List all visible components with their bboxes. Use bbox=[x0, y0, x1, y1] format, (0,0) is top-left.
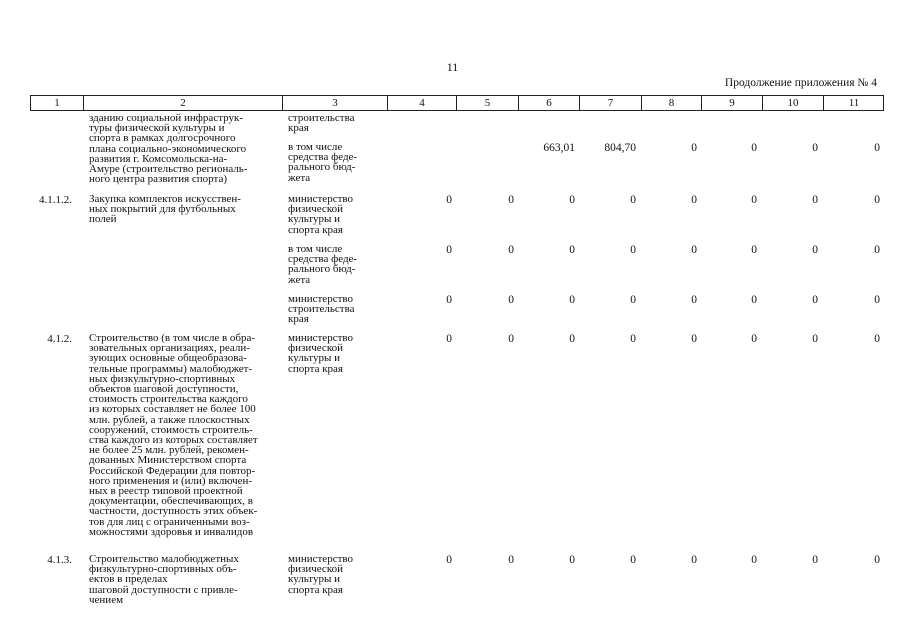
value-cell: 0 bbox=[874, 554, 880, 566]
value-cell: 0 bbox=[446, 554, 452, 566]
row-executor: министерство физической культуры и спорта края bbox=[288, 332, 354, 375]
page-number: 11 bbox=[446, 60, 459, 74]
value-cell: 0 bbox=[874, 333, 880, 345]
value-cell: 0 bbox=[812, 194, 818, 206]
row-executor: министерство физической культуры и спорта края bbox=[288, 193, 354, 236]
value-cell: 0 bbox=[446, 333, 452, 345]
value-cell: 663,01 bbox=[543, 142, 575, 154]
value-cell: 0 bbox=[691, 333, 697, 345]
value-cell: 0 bbox=[691, 554, 697, 566]
value-cell: 0 bbox=[812, 294, 818, 306]
row-name: Строительство малобюджетных физкультурно-спортивных объ- ектов в пределах шаговой доступности с привле- чением bbox=[89, 553, 239, 606]
row-name: Строительство (в том числе в обра- зовательных организациях, реали- зующих основные общеобразова- тельные программы) малобюджет- ных физкультурно-спортивных объектов шаговой доступности, стоимость строительства каждого из которых составляет не более 100 млн. рублей, а также плоскостных сооружений, стоимость строитель- ства каждого из которых составляет не более 25 млн. рублей, рекомен- дованных Министерством спорта Российской Федерации для повтор- ного применения и (или) включен- ных в реестр типовой проектной документации, обеспечивающих, в частности, доступность этих объек- тов для лиц с ограниченными воз- можностями здоровья и инвалидов bbox=[89, 332, 258, 538]
value-cell: 0 bbox=[630, 333, 636, 345]
value-cell: 0 bbox=[812, 142, 818, 154]
value-cell: 0 bbox=[508, 333, 514, 345]
row-code: 4.1.1.2. bbox=[39, 194, 72, 206]
column-header-11: 11 bbox=[848, 97, 860, 109]
value-cell: 0 bbox=[446, 244, 452, 256]
value-cell: 0 bbox=[812, 554, 818, 566]
row-name: зданию социальной инфраструк- туры физической культуры и спорта в рамках долгосрочного плана социально-экономического развития г. Комсомольска-на- Амуре (строительство региональ- ного центра развития спорта) bbox=[89, 112, 248, 186]
appendix-label: Продолжение приложения № 4 bbox=[724, 77, 877, 89]
column-header-6: 6 bbox=[519, 96, 580, 110]
row-executor: министерство строительства края bbox=[288, 293, 355, 326]
value-cell: 0 bbox=[874, 294, 880, 306]
value-cell: 0 bbox=[508, 194, 514, 206]
value-cell: 0 bbox=[751, 244, 757, 256]
value-cell: 0 bbox=[569, 294, 575, 306]
row-executor: в том числе средства феде- рального бюд- жета bbox=[288, 141, 358, 184]
value-cell: 0 bbox=[874, 244, 880, 256]
column-header-2: 2 bbox=[84, 96, 283, 110]
row-name: Закупка комплектов искусствен- ных покрытий для футбольных полей bbox=[89, 193, 241, 226]
row-executor: строительства края bbox=[288, 112, 355, 135]
value-cell: 0 bbox=[569, 333, 575, 345]
value-cell: 0 bbox=[630, 194, 636, 206]
row-executor: министерство физической культуры и спорта края bbox=[288, 553, 354, 596]
column-header-7: 7 bbox=[580, 96, 642, 110]
value-cell: 0 bbox=[691, 142, 697, 154]
column-header-1: 1 bbox=[31, 96, 84, 110]
value-cell: 0 bbox=[751, 333, 757, 345]
value-cell: 0 bbox=[630, 554, 636, 566]
table-header-row bbox=[30, 95, 884, 111]
value-cell: 0 bbox=[751, 194, 757, 206]
value-cell: 0 bbox=[508, 244, 514, 256]
column-header-9: 9 bbox=[702, 96, 763, 110]
value-cell: 0 bbox=[630, 294, 636, 306]
value-cell: 0 bbox=[630, 244, 636, 256]
value-cell: 0 bbox=[446, 294, 452, 306]
value-cell: 0 bbox=[812, 244, 818, 256]
value-cell: 0 bbox=[751, 554, 757, 566]
value-cell: 0 bbox=[691, 294, 697, 306]
value-cell: 0 bbox=[569, 554, 575, 566]
value-cell: 0 bbox=[691, 194, 697, 206]
value-cell: 0 bbox=[569, 244, 575, 256]
column-header-3: 3 bbox=[283, 96, 388, 110]
column-header-5: 5 bbox=[457, 96, 519, 110]
row-code: 4.1.2. bbox=[47, 333, 72, 345]
value-cell: 0 bbox=[874, 194, 880, 206]
value-cell: 0 bbox=[691, 244, 697, 256]
value-cell: 0 bbox=[508, 554, 514, 566]
value-cell: 804,70 bbox=[604, 142, 636, 154]
value-cell: 0 bbox=[751, 294, 757, 306]
column-header-4: 4 bbox=[388, 96, 457, 110]
value-cell: 0 bbox=[812, 333, 818, 345]
value-cell: 0 bbox=[751, 142, 757, 154]
value-cell: 0 bbox=[569, 194, 575, 206]
column-header-8: 8 bbox=[642, 96, 702, 110]
column-header-10: 10 bbox=[763, 96, 824, 110]
row-executor: в том числе средства феде- рального бюд- жета bbox=[288, 243, 358, 286]
value-cell: 0 bbox=[446, 194, 452, 206]
row-code: 4.1.3. bbox=[47, 554, 72, 566]
value-cell: 0 bbox=[874, 142, 880, 154]
value-cell: 0 bbox=[508, 294, 514, 306]
